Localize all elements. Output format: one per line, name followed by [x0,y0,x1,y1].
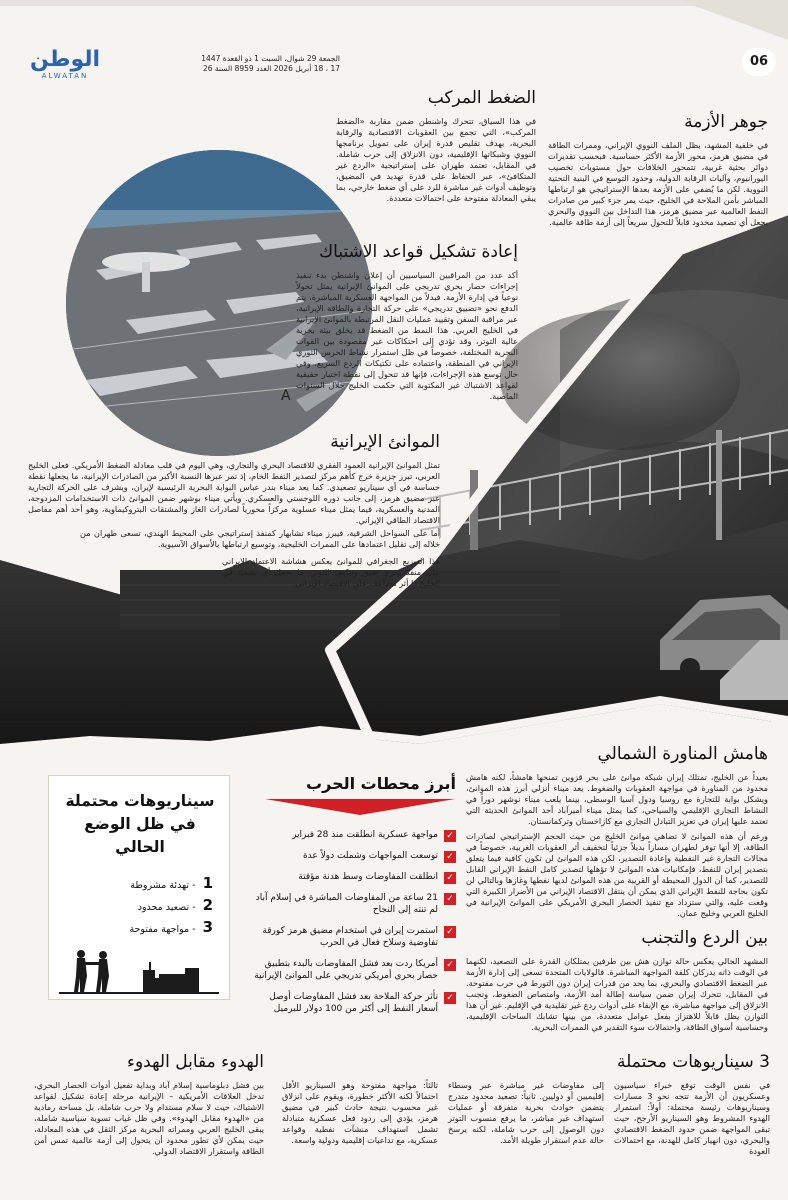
section-title: الهدوء مقابل الهدوء [126,1052,264,1072]
scenarios-box-title: سيناريوهات محتملة في ظل الوضع الحالي [65,792,215,856]
section-ports [28,432,440,589]
war-stations-list [248,829,456,1015]
check-icon: ✓ [444,851,456,863]
scenarios-box [48,775,230,1000]
section-pressure [336,88,536,204]
section-title: الضغط المركب [427,88,536,108]
war-station-item: ✓ تأثر حركة الملاحة بعد فشل المفاوضات أوصل أسعار النفط إلى أكثر من 100 دولار للبرميل [248,991,456,1015]
section-body: أكد عدد من المراقبين السياسيين أن إعلان واشنطن بدء تنفيذ إجراءات حصار بحري تدريجي على الموانئ الإيرانية يمثل تحولاً نوعياً في إدارة الأزمة. فبدلاً من المواجهة العسكرية المباشرة، يتم الدفع نحو «تضييق تدريجي» على حركة التجارة والطاقة الإيرانية، عبر مراقبة السفن وتقييد عمليات النقل المرتبطة بالموانئ الإيرانية في الخليج العربي. هذا النمط من الضغط قد يخلق بيئة بحرية عالية التوتر، وقد تؤدي إلى احتكاكات غير مقصودة بين القوات البحرية المختلفة، خصوصاً في ظل استمرار نشاط الحرس الثوري الإيراني في المنطقة، واعتماده على تكتيكات الردع السريع. وفي حال توسع هذه الإجراءات، فإنها قد تتحول إلى نقطة اختبار حقيقية لقواعد الاشتباك غير المكتوبة التي حكمت الخليج خلال السنوات الماضية. [296,270,518,401]
page-number: 06 [742,48,776,76]
section-body: في هذا السياق، تتحرك واشنطن ضمن مقاربة «الضغط المركب»، التي تجمع بين العقوبات الاقتصادية والرقابة البحرية، بهدف تقليص قدرة إيران على تمويل برنامجها النووي وشبكاتها الإقليمية، دون الانزلاق إلى حرب شاملة. في المقابل، تعتمد طهران على إستراتيجية «الردع غير المتكافئ»، عبر الحفاظ على قدرة تهديد في المضيق، وتوظيف أدوات غير مباشرة للرد على أي ضغط خارجي، بما يبقي المعادلة مفتوحة على احتمالات متعددة. [336,116,536,203]
section-scenarios [280,1052,770,1157]
scenarios-col-1: في نفس الوقت توقع خبراء سياسيون وعسكريون أن الأزمة تتجه نحو 3 مسارات وسيناريوهات رئيسة محتملة: أولاً: استمرار الهدوء المشروط وهو السيناريو الأرجح، حيث تبقى المواجهة ضمن حدود الضغط الاقتصادي والبحري، دون انهيار كامل للهدنة، مع احتمالات العودة [614,1080,770,1156]
war-station-item: ✓ توسعت المواجهات وشملت دولاً عدة [248,850,456,862]
section-north [466,744,768,919]
scenario-item-1: 1 - تهدئة مشروطة [130,874,213,892]
section-title: إعادة تشكيل قواعد الاشتباك [319,242,518,262]
section-title: جوهر الأزمة [684,112,768,132]
svg-text:A: A [281,388,291,404]
section-deterrence [466,928,768,1033]
section-body-1: بعيداً عن الخليج، تمتلك إيران شبكة موانئ على بحر قزوين تمنحها هامشاً، لكنه هامش محدود من المناورة في مواجهة العقوبات والضغوط. يعد ميناء أنزلي أبرز هذه الموانئ، ويشكل بوابة للتجارة مع روسيا ودول آسيا الوسطى، بينما يلعب ميناء نوشهر دوراً في النشاط التجاري الإقليمي والسياحي، كما يمثل ميناء أميرآباد أحد الموانئ الحديثة التي تعتمد عليها إيران في تعزيز التبادل التجاري مع كازاخستان وتركمانستان. [466,772,768,826]
scenarios-columns [280,1080,770,1157]
check-icon: ✓ [444,959,456,971]
section-body: بين فشل دبلوماسية إسلام آباد وبداية تفعيل أدوات الحصار البحري، تدخل العلاقات الأمريكية – الإيرانية مرحلة إعادة تشكيل لقواعد الاشتباك، حيث لا سلام مستدام ولا حرب شاملة، بل مساحة رمادية من «الهدوء مقابل الهدوء». وفي ظل غياب تسوية سياسية شاملة، يبقى الخليج العربي وممراته البحرية مركز الثقل في هذه المعادلة، حيث يمكن لأي تطور محدود أن يتحول إلى أزمة عالمية تمس أمن الطاقة واستقرار الاقتصاد الدولي. [34,1080,264,1156]
war-stations [248,774,456,1024]
scenarios-col-3: ثالثاً: مواجهة مفتوحة وهو السيناريو الأقل احتمالاً لكنه الأكثر خطورة، ويقوم على انزلاق غير محسوب نتيجة حادث كبير في مضيق هرمز، يؤدي إلى ردود فعل عسكرية متبادلة تشمل استهداف منشآت نفطية وقواعد عسكرية، مع تداعيات إقليمية ودولية واسعة. [282,1080,438,1145]
issue-date-gregorian: 17 ، 18 أبريل 2026 العدد 8959 السنة 26 [202,64,340,73]
logo-arabic: الوطن [29,47,101,72]
section-body-3: هذا التوزيع الجغرافي للموانئ يعكس هشاشة الاعتماد الإيراني على منفذ بحري ضيق ومكثف التوتر، ما يجعل أي تصعيد في الخليج ذا أثر مضاعف على الاقتصاد الإيراني. [222,556,440,588]
section-body: في خلفية المشهد، يظل الملف النووي الإيراني، وممرات الطاقة في مضيق هرمز، محور الأزمة الأكثر حساسية. فبحسب تقديرات دوائر بحثية غربية، تتمحور الخلافات حول مستويات تخصيب اليورانيوم، وآليات الرقابة الدولية، وحدود التوسع في البنية التحتية النووية. لكن ما يُضفي على الأزمة بعدها الإستراتيجي هو ارتباطها المباشر بأمن الملاحة في الخليج، حيث يمر جزء كبير من صادرات النفط العالمية عبر مضيق هرمز، هذا التداخل بين النووي والبحري يجعل أي تصعيد محدود قابلاً للتحول سريعاً إلى أزمة طاقة عالمية. [548,140,768,227]
red-banner [265,799,455,817]
war-station-item: ✓ استمرت إيران في استخدام مضيق هرمز كورقة تفاوضية وسلاح فعال في الحرب [248,925,456,949]
section-core [548,112,768,228]
war-station-item: ✓ 21 ساعة من المفاوضات المباشرة في إسلام آباد لم تنته إلى النجاح [248,892,456,916]
section-body-2: ورغم أن هذه الموانئ لا تضاهي موانئ الخليج من حيث الحجم الإستراتيجي لصادرات الطاقة، إلا أنها توفر لطهران مساراً بديلاً جزئياً لتخفيف أثر العقوبات الغربية، خصوصاً في مجالات التجارة غير النفطية وإعادة التصدير، لكن هذه الموانئ لن تكون كافية فيما يتعلق بتصدير إيران للنفط، فإمكانيات هذه الموانئ لا تؤهلها لتصدير كامل النفط الإيراني القابل للتصدير، كما أن الدول المحيطة أو القريبة من هذه الموانئ لديها نفطها وغازها وبالتالي لن تكون بحاجة للنفط الإيراني الذي يمكن أن ينتقل الاقتصاد الإيراني من الأضرار الكبيرة التي وقعت عليه، والتي ستزداد مع تنفيذ الحصار البحري الأمريكي على الموانئ الإيرانية في الخليج العربي وخليج عمان. [466,831,768,918]
page-header [0,0,788,102]
logo-latin: ALWATAN [41,72,89,80]
newspaper-logo [24,48,106,84]
war-station-item: ✓ أمريكا ردت بعد فشل المفاوضات بالبدء بتطبيق حصار بحري أمريكي تدريجي على الموانئ الإيرانية [248,958,456,982]
war-station-item: ✓ انطلقت المفاوضات وسط هدنة مؤقتة [248,871,456,883]
section-body-1: تمثل الموانئ الإيرانية العمود الفقري للاقتصاد البحري والتجاري، وهي اليوم في قلب معادلة الضغط الأمريكي. فعلى الخليج العربي، تبرز جزيرة خرج كأهم مركز لتصدير النفط الخام، إذ تمر عبرها النسبة الأكبر من الصادرات الإيرانية، ما يجعلها نقطة حساسة في أي سيناريو تصعيدي. كما يعد ميناء بندر عباس البوابة البحرية الرئيسية لإيران، ويشرف على الحركة التجارية عبر مضيق هرمز، إلى جانب دوره اللوجستي والعسكري. ويأتي ميناء بوشهر ضمن الموانئ ذات الاستخدامات المزدوجة، المدنية والعسكرية، فيما يمثل ميناء عسلوية مركزاً محورياً لصادرات الغاز والمشتقات البتروكيماوية، وهو أحد أهم مفاصل الاقتصاد الطاقي الإيراني. [28,460,440,525]
issue-date-hijri: الجمعة 29 شوال، السبت 1 ذو القعدة 1447 [201,54,340,63]
section-calm [34,1052,264,1157]
check-icon: ✓ [444,830,456,842]
check-icon: ✓ [444,926,456,938]
check-icon: ✓ [444,992,456,1004]
section-title: 3 سيناريوهات محتملة [617,1052,770,1072]
war-stations-title: أبرز محطات الحرب [306,774,456,793]
war-station-item: ✓ مواجهة عسكرية انطلقت منذ 28 فبراير [248,829,456,841]
scenario-item-2: 2 - تصعيد محدود [137,896,213,914]
top-stripe [0,0,788,6]
scenarios-col-2: إلى مفاوضات غير مباشرة عبر وسطاء إقليميين أو دوليين. ثانياً: تصعيد محدود متدرج يتضمن حوادث بحرية متفرقة أو عمليات استهداف غير مباشر، ما يرفع منسوب التوتر دون الوصول إلى حرب شاملة، لكنه يرسخ حالة عدم استقرار طويلة الأمد. [448,1080,604,1145]
scenario-item-3: 3 - مواجهة مفتوحة [129,918,213,936]
section-title: الموانئ الإيرانية [330,432,440,452]
section-rules [296,242,518,402]
soldiers-silhouette-icon [59,946,219,994]
section-body: المشهد الحالي يعكس حالة توازن هش بين طرفين يمتلكان القدرة على التصعيد، لكنهما في الوقت ذاته يدركان كلفة المواجهة المباشرة. فالولايات المتحدة تسعى إلى إدارة الأزمة عبر الضغط الاقتصادي والبحري، بما يحد من قدرات إيران دون التورط في حرب مفتوحة. في المقابل، تتحرك إيران ضمن سياسة إطالة أمد الأزمة، وامتصاص الضغوط، وتجنب الانزلاق إلى مواجهة مباشرة، مع الإبقاء على أدوات ردع غير تقليدية في الإقليم. غير أن هذا التوازن يظل قابلاً للاهتزاز بفعل عوامل متعددة، من بينها تشابك الساحات الإقليمية، وحساسية أسواق الطاقة، واحتمالات سوء التقدير في الممرات البحرية. [466,956,768,1032]
issue-info [110,54,340,74]
check-icon: ✓ [444,872,456,884]
section-title: هامش المناورة الشمالي [597,744,768,764]
check-icon: ✓ [444,893,456,905]
corner-fold [678,0,788,40]
section-title: بين الردع والتجنب [641,928,768,948]
section-body-2: أما على السواحل الشرقية، فيبرز ميناء تشابهار كمنفذ إستراتيجي على المحيط الهندي، تسعى طهران من خلاله إلى تقليل اعتمادها على الممرات الخليجية، وتوسيع ارتباطها بالأسواق الآسيوية. [80,528,440,549]
